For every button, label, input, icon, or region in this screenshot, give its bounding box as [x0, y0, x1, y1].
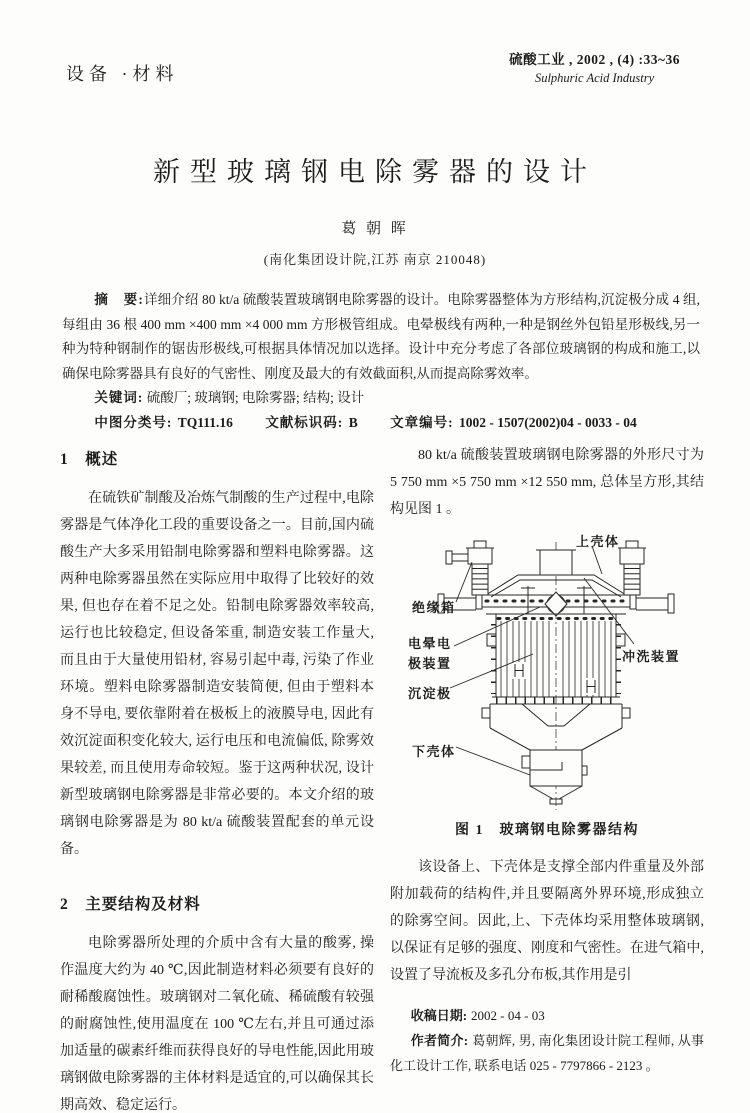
section-2-paragraph: 电除雾器所处理的介质中含有大量的酸雾, 操作温度大约为 40 ℃,因此制造材料必须要有良好的耐稀酸腐蚀性。玻璃钢对二氧化硫、稀硫酸有较强的耐腐蚀性,使用温度在 100 ℃左右,并且可通过添加适量的碳素纤维而获得良好的导电性能,因此用玻璃钢做电除雾器的主体材料是适宜的,可以确保其长期高效、稳定运行。: [60, 936, 374, 1113]
classification-line: [62, 411, 700, 436]
figure-1-caption: 图 1 玻璃钢电除雾器结构: [455, 823, 639, 838]
article-number-label: 文章编号:: [390, 414, 454, 430]
author-affiliation: (南化集团设计院,江苏 南京 210048): [263, 252, 487, 267]
figure-label-precipitation-electrode: 沉淀极: [408, 686, 452, 701]
column-section-label: 设备 ·材料: [66, 64, 179, 84]
footnote-block: [390, 1003, 704, 1078]
section-1-heading: 1 概述: [60, 451, 119, 468]
journal-citation: 硫酸工业 , 2002 , (4) :33~36: [509, 52, 680, 67]
received-date-label: 收稿日期:: [410, 1008, 468, 1023]
section-1-paragraph: 在硫铁矿制酸及冶炼气制酸的生产过程中,电除雾器是气体净化工段的重要设备之一。目前,国内硫酸生产大多采用铅制电除雾器和塑料电除雾器。这两种电除雾器虽然在实际应用中取得了比较好的效果, 但也存在着不足之处。铅制电除雾器效率较高, 运行也比较稳定, 但设备笨重, 制造安装工作量大, 而且由于大量使用铅材, 容易引起中毒, 污染了作业环境。塑料电除雾器制造安装简便, 但由于塑料本身不导电, 要依靠附着在极板上的液膜导电, 因此有效沉淀面积变化较大, 运行电压和电流偏低, 除雾效果较差, 而且使用寿命较短。鉴于这两种状况, 设计新型玻璃钢电除雾器是非常必要的。本文介绍的玻璃钢电除雾器是为 80 kt/a 硫酸装置配套的单元设备。: [60, 491, 374, 857]
figure-label-bottom-shell: 下壳体: [412, 744, 456, 759]
abstract-text: 详细介绍 80 kt/a 硫酸装置玻璃钢电除雾器的设计。电除雾器整体为方形结构,沉淀极分成 4 组,每组由 36 根 400 mm ×400 mm ×4 000 mm 方形极管组成。电晕极线有两种,一种是钢丝外包铅星形极线,另一种为特种钢制作的锯齿形极线,可根据具体情况加以选择。设计中充分考虑了各部位玻璃钢的构成和施工,以确保电除雾器具有良好的气密性、刚度及最大的有效截面积,从而提高除雾效率。: [62, 292, 700, 381]
figure-1: [390, 528, 703, 815]
front-matter: [62, 288, 700, 435]
author-bio-line: [390, 1028, 704, 1078]
keywords: [62, 386, 700, 411]
keywords-label: 关键词:: [94, 390, 144, 405]
journal-info: [509, 48, 680, 86]
figure-label-corona-electrode-line2: 极装置: [408, 656, 452, 671]
right-column: [390, 442, 704, 1078]
shell-description-paragraph: 该设备上、下壳体是支撑全部内件重量及外部附加载荷的结构件,并且要隔离外界环境,形成独立的除雾空间。因此,上、下壳体均采用整体玻璃钢,以保证有足够的强度、刚度和气密性。在进气箱中,设置了导流板及多孔分布板,其作用是引: [390, 860, 704, 983]
figure-label-insulation-box: 绝缘箱: [412, 600, 456, 615]
keywords-text: 硫酸厂; 玻璃钢; 电除雾器; 结构; 设计: [143, 390, 365, 405]
author-bio: 葛朝辉, 男, 南化集团设计院工程师, 从事化工设计工作, 联系电话 025 - 7797866 - 2123 。: [390, 1033, 704, 1073]
author-name: 葛 朝 晖: [341, 221, 409, 237]
clc-label: 中图分类号:: [94, 414, 173, 430]
abstract: [62, 288, 700, 386]
section-2-heading: 2 主要结构及材料: [60, 896, 201, 913]
doc-code-label: 文献标识码:: [265, 414, 344, 430]
clc-number: TQ111.16: [177, 414, 233, 430]
author-bio-label: 作者简介:: [410, 1033, 469, 1048]
abstract-label: 摘 要:: [94, 292, 144, 307]
article-number: 1002 - 1507(2002)04 - 0033 - 04: [459, 414, 637, 430]
figure-label-corona-electrode-line1: 电晕电: [408, 636, 452, 651]
figure-label-flushing-device: 冲洗装置: [622, 649, 681, 664]
paper-title: 新型玻璃钢电除雾器的设计: [153, 157, 597, 187]
journal-name-english: Sulphuric Acid Industry: [534, 71, 655, 85]
received-date-line: [390, 1003, 704, 1028]
dimensions-paragraph: 80 kt/a 硫酸装置玻璃钢电除雾器的外形尺寸为 5 750 mm ×5 750 mm ×12 550 mm, 总体呈方形,其结构见图 1 。: [390, 448, 704, 517]
figure-label-top-shell: 上壳体: [576, 534, 620, 549]
left-column: [60, 446, 374, 1113]
doc-code: B: [348, 414, 358, 430]
received-date: 2002 - 04 - 03: [471, 1008, 545, 1023]
